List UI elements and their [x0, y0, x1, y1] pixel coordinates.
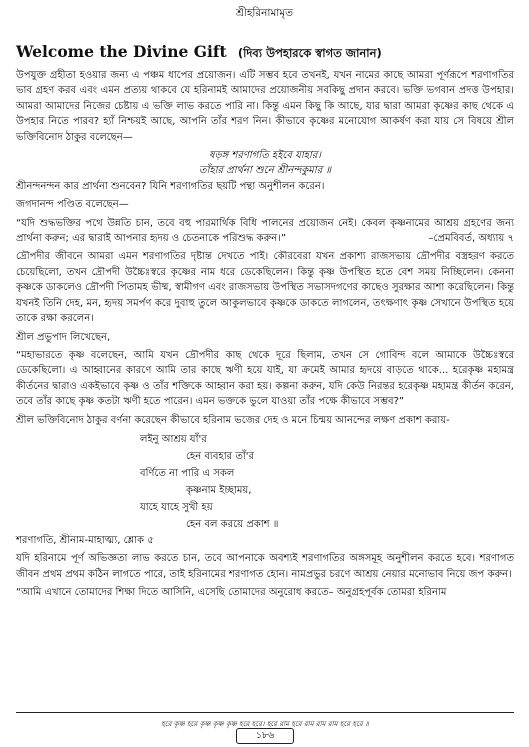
- verse-line: ষড়ঙ্গ শরণাগতি হইবে যাহার।: [208, 150, 322, 162]
- quote-source: –প্রেমবিবর্ত, অধ্যায় ৭: [428, 233, 514, 245]
- paragraph: উপযুক্ত গ্রহীতা হওয়ার জন্য এ পঞ্চম ধাপের প্রয়োজন। এটি সম্ভব হবে তখনই, যখন নামের কাছে আমরা পূর্ণরূপে শরণাগতির ভাব গ্রহণ করব এবং এমন প্রত্যয় থাকবে যে হরিনামই আমাদের প্রয়োজনীয় সবকিছু প্রদান করবে। ভক্তি ভগবান প্রদত্ত উপহার। আমরা আমাদের নিজের চেষ্টায় এ ভক্তি লাভ করতে পারি না। কিন্তু এমন কিছু কি আছে, যার দ্বারা আমরা কৃষ্ণের কাছ থেকে এ উপহার নিতে পারব? হ্যাঁ নিশ্চয়ই আছে, আপনি তাঁর শরণ নিন। কীভাবে কৃষ্ণের মনোযোগ আকর্ষণ করা যায় সে বিষয়ে শ্রীল ভক্তিবিনোদ ঠাকুর বলেছেন—: [16, 70, 514, 143]
- paragraph: শ্রীল প্রভুপাদ লিখেছেন,: [16, 331, 111, 343]
- paragraph: যদি হরিনামে পূর্ণ অভিজ্ঞতা লাভ করতে চান, তবে আপনাকে অবশ্যই শরণাগতির অঙ্গসমূহ অনুশীলন করতে হবে। শরণাগত জীবন প্রথম প্রথম কঠিন লাগতে পারে, তাই হরিনামের শরণাগত হোন। নামপ্রভুর চরণে আশ্রয় নেয়ার মনোভাব নিয়ে জপ করুন।: [16, 553, 514, 580]
- poem-line: বর্ণিতে না পারি এ সকল: [140, 467, 235, 479]
- paragraph: জগদানন্দ পণ্ডিত বলেছেন—: [16, 199, 129, 211]
- section-title-english: Welcome the Divine Gift: [16, 42, 227, 61]
- quote-prabhupada: “মহাভারতে কৃষ্ণ বলেছেন, আমি যখন দ্রৌপদীর কাছ থেকে দূরে ছিলাম, তখন সে গোবিন্দ বলে আমাকে উচ্চৈঃস্বরে ডেকেছিলো। এ আহ্বানের কারণে আমি তার কাছে ঋণী হয়ে যাই, যা ক্রমেই আমার হৃদয়ে বাড়তে থাকে... হরেকৃষ্ণ মহামন্ত্র কীর্তনের দ্বারাও একইভাবে কৃষ্ণ ও তাঁর শক্তিকে আহ্বান করা হয়। কল্পনা করুন, যদি কেউ নিরন্তর হরেকৃষ্ণ মহামন্ত্র কীর্তন করেন, তবে তাঁর কাছে কৃষ্ণ কতটা ঋণী হতে পারেন। এমন ভক্তকে ভুলে যাওয়া তাঁর পক্ষে কীভাবে সম্ভব?”: [16, 349, 514, 408]
- poem-line: হেন বল করয়ে প্রকাশ ॥: [186, 518, 279, 530]
- poem-line: লইনু আশ্রয় যাঁ'র: [140, 433, 207, 445]
- paragraph: দ্রৌপদীর জীবনে আমরা এমন শরণাগতির দৃষ্টান্ত দেখতে পাই। কৌরবেরা যখন প্রকাশ্য রাজসভায় দ্রৌপদীর বস্ত্রহরণ করতে চেয়েছিলো, তখন দ্রৌপদী উচ্চৈঃস্বরে কৃষ্ণের নাম ধরে ডেকেছিলেন। কিন্তু কৃষ্ণ উপস্থিত হতে বেশ সময় নিচ্ছিলেন। কেননা কৃষ্ণকে ডাকলেও দ্রৌপদী পিতামহ ভীষ্ম, স্বামীগণ এবং রাজসভায় উপস্থিত সভাসদগণের কাছেও সুরক্ষার আশা করেছিলেন। কিন্তু যখনই তিনি দেহ, মন, হৃদয় সমর্পণ করে দুবাহু তুলে আকুলভাবে কৃষ্ণকে ডাকতে লাগলেন, তৎক্ষণাৎ কৃষ্ণ সেখানে উপস্থিত হয়ে তাকে রক্ষা করলেন।: [16, 251, 514, 325]
- poem-block: [16, 431, 514, 533]
- verse-block: [16, 148, 514, 179]
- body-text: [16, 68, 514, 604]
- section-title: [16, 42, 516, 64]
- paragraph: শ্রীনন্দনন্দন কার প্রার্থনা শুনবেন? যিনি শরণাগতির ছয়টি পন্থা অনুশীলন করেন।: [16, 180, 325, 192]
- paragraph: “আমি এখানে তোমাদের শিক্ষা দিতে আসিনি, এসেছি তোমাদের অনুরোধ করতে– অনুগ্রহপূর্বক তোমরা হরিনাম: [16, 587, 447, 599]
- quote-jagadananda: [16, 216, 514, 247]
- section-title-bengali: (দিব্য উপহারকে স্বাগত জানান): [237, 46, 382, 60]
- verse-line: তাঁহার প্রার্থনা শুনে শ্রীনন্দকুমার ॥: [198, 165, 332, 177]
- poem-line: কৃষ্ণনাম ইচ্ছাময়,: [186, 484, 252, 496]
- page-number: ১৮৬: [236, 728, 294, 744]
- footer-mantra: হরে কৃষ্ণ হরে কৃষ্ণ কৃষ্ণ কৃষ্ণ হরে হরে। হরে রাম হরে রাম রাম রাম হরে হরে ॥: [161, 720, 369, 728]
- footer-rule: [16, 712, 514, 713]
- quote-text: “যদি শুদ্ধভক্তির পথে উন্নতি চান, তবে বহু পারমার্থিক বিধি পালনের প্রয়োজন নেই। কেবল কৃষ্ণনামের আশ্রয় গ্রহণের জন্য প্রার্থনা করুন; এর দ্বারাই আপনার হৃদয় ও চেতনাকে পরিশুদ্ধ করুন।”: [16, 217, 514, 245]
- poem-source: শরণাগতি, শ্রীনাম-মাহাত্ম্য, শ্লোক ৫: [16, 534, 154, 546]
- running-header: শ্রীহরিনামামৃত: [235, 7, 294, 19]
- poem-line: যাহে যাহে সুখী হয়: [140, 501, 213, 513]
- paragraph: শ্রীল ভক্তিবিনোদ ঠাকুর বর্ণনা করেছেন কীভাবে হরিনাম ভজের দেহ ও মনে চিন্ময় আনন্দের লক্ষণ প্রকাশ করায়-: [16, 414, 450, 426]
- poem-line: হেন ব্যবহার তাঁ'র: [186, 450, 254, 462]
